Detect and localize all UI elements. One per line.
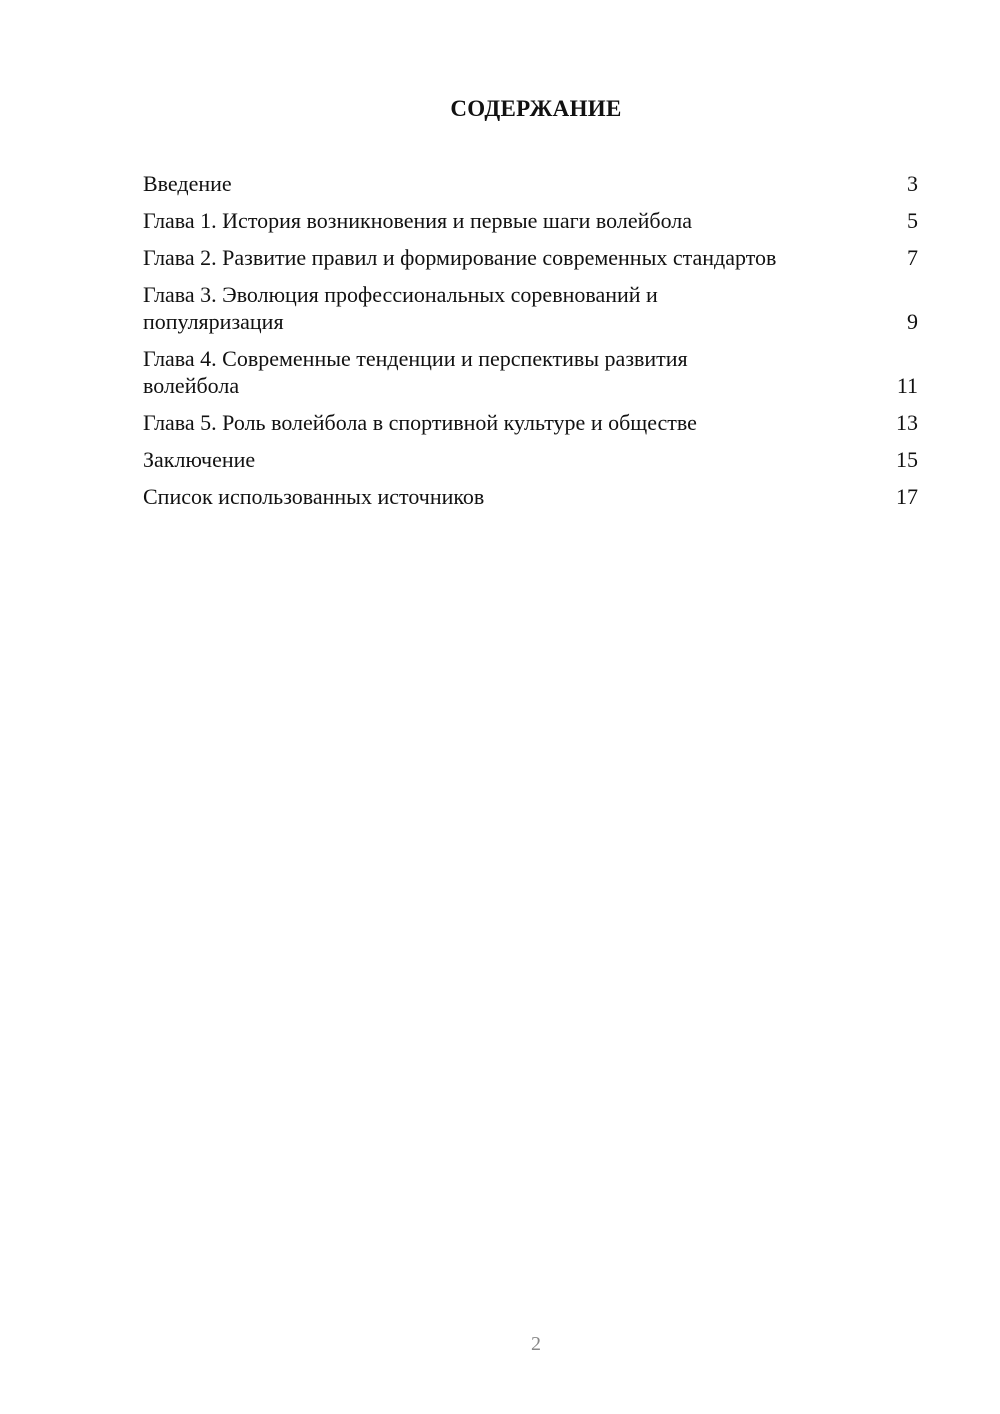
toc-entry-page: 3: [907, 171, 918, 196]
toc-entry-page: 5: [907, 208, 918, 233]
page-title: СОДЕРЖАНИЕ: [450, 96, 622, 121]
toc-entry-label: Глава 5. Роль волейбола в спортивной культуре и обществе: [143, 410, 697, 435]
toc-entry-page: 7: [907, 245, 918, 270]
toc-entry-chapter-1: [143, 207, 918, 234]
toc-entry-conclusion: [143, 446, 918, 473]
toc-entry-label: Глава 2. Развитие правил и формирование современных стандартов: [143, 245, 777, 270]
toc-entry-chapter-4: [143, 345, 918, 399]
toc-entry-chapter-5: [143, 409, 918, 436]
toc-entry-chapter-2: [143, 244, 918, 271]
toc-entry-introduction: [143, 170, 918, 197]
toc-entry-label: Глава 4. Современные тенденции и перспективы развития волейбола: [143, 346, 688, 398]
toc-entry-page: 17: [896, 484, 918, 509]
toc-entry-page: 9: [907, 309, 918, 334]
toc-entry-label: Список использованных источников: [143, 484, 485, 509]
toc-entry-chapter-3: [143, 281, 918, 335]
toc-entry-page: 11: [896, 373, 918, 398]
toc-entry-page: 15: [896, 447, 918, 472]
table-of-contents: [143, 170, 918, 520]
toc-entry-label: Глава 3. Эволюция профессиональных соревнований и популяризация: [143, 282, 658, 334]
toc-entry-references: [143, 483, 918, 510]
toc-entry-page: 13: [896, 410, 918, 435]
toc-entry-label: Введение: [143, 171, 232, 196]
toc-entry-label: Заключение: [143, 447, 256, 472]
toc-entry-label: Глава 1. История возникновения и первые шаги волейбола: [143, 208, 693, 233]
page-number: 2: [531, 1333, 541, 1355]
